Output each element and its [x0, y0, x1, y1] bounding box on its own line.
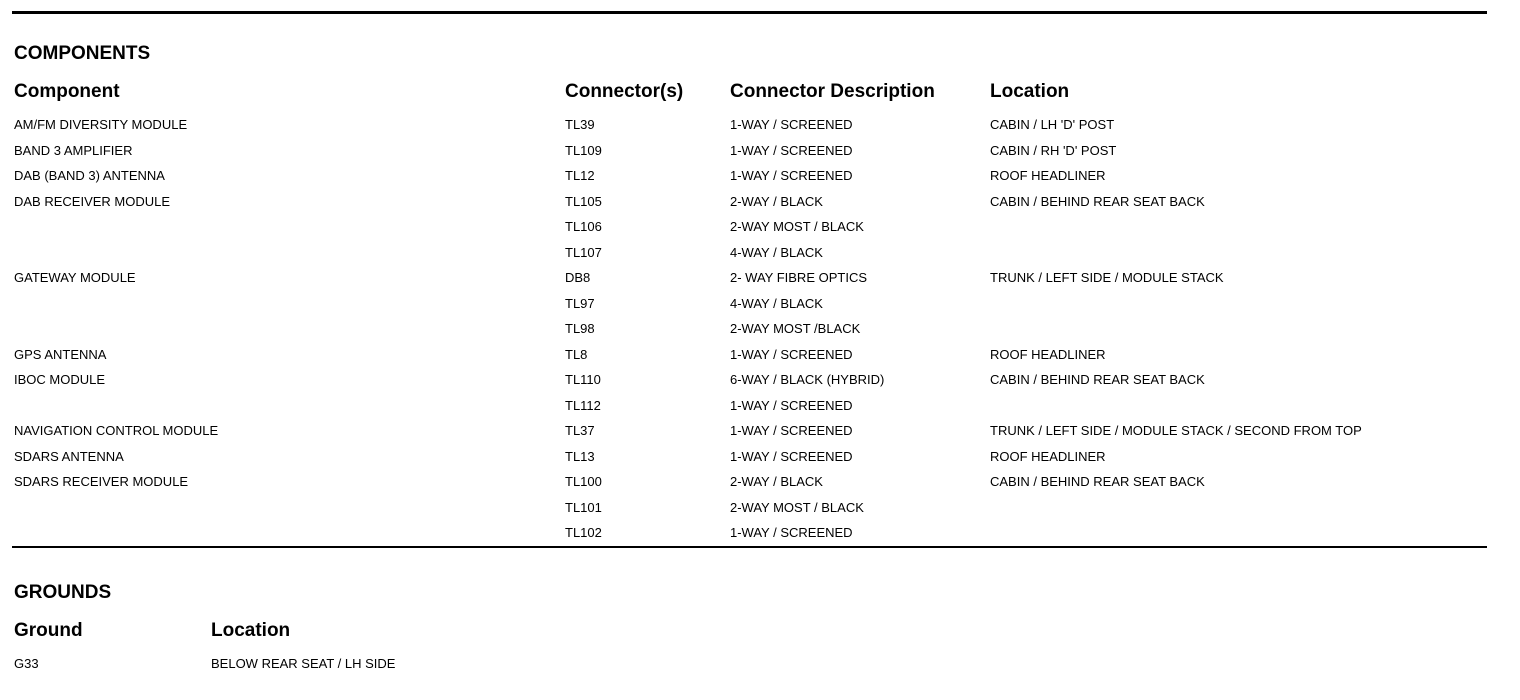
- connector-description: 2-WAY / BLACK: [730, 193, 823, 209]
- table-row: [0, 116, 1520, 142]
- header-location: Location: [990, 81, 1070, 102]
- connector-id: TL39: [565, 117, 595, 132]
- table-row: [0, 422, 1520, 448]
- connector-description: 2-WAY MOST / BLACK: [730, 499, 864, 515]
- table-row: [0, 371, 1520, 397]
- components-table-body: [0, 116, 1520, 550]
- connector-id: TL110: [565, 372, 601, 387]
- table-row: [0, 142, 1520, 168]
- ground-id: G33: [14, 656, 39, 671]
- component-location: ROOF HEADLINER: [990, 346, 1106, 362]
- table-row: [0, 218, 1520, 244]
- top-divider: [12, 11, 1487, 14]
- connector-description: 1-WAY / SCREENED: [730, 448, 853, 464]
- table-row: [0, 397, 1520, 423]
- connector-id: TL106: [565, 219, 602, 234]
- table-row: [0, 244, 1520, 270]
- connector-id: TL8: [565, 346, 588, 362]
- component-location: ROOF HEADLINER: [990, 448, 1106, 464]
- header-ground-location: Location: [211, 620, 291, 641]
- table-row: [0, 167, 1520, 193]
- header-connector-description: Connector Description: [730, 81, 935, 102]
- connector-description: 1-WAY / SCREENED: [730, 397, 853, 413]
- component-name: DAB (BAND 3) ANTENNA: [14, 168, 165, 183]
- component-location: CABIN / BEHIND REAR SEAT BACK: [990, 372, 1205, 387]
- connector-description: 1-WAY / SCREENED: [730, 117, 853, 132]
- connector-description: 1-WAY / SCREENED: [730, 168, 853, 183]
- components-table-header: [0, 81, 1520, 103]
- connector-id: TL13: [565, 448, 595, 464]
- component-name: GPS ANTENNA: [14, 346, 107, 362]
- table-row: [0, 295, 1520, 321]
- connector-description: 1-WAY / SCREENED: [730, 423, 853, 438]
- connector-description: 4-WAY / BLACK: [730, 295, 823, 311]
- connector-id: TL98: [565, 321, 595, 336]
- header-component: Component: [14, 81, 120, 102]
- grounds-table-body: [0, 655, 1520, 681]
- connector-description: 2-WAY MOST / BLACK: [730, 219, 864, 234]
- component-location: TRUNK / LEFT SIDE / MODULE STACK: [990, 270, 1224, 285]
- connector-id: TL37: [565, 423, 595, 438]
- table-row: [0, 269, 1520, 295]
- ground-location: BELOW REAR SEAT / LH SIDE: [211, 656, 396, 671]
- connector-description: 2- WAY FIBRE OPTICS: [730, 270, 868, 285]
- connector-description: 1-WAY / SCREENED: [730, 346, 853, 362]
- connector-id: TL101: [565, 499, 602, 515]
- table-row: [0, 193, 1520, 219]
- connector-id: TL102: [565, 525, 602, 540]
- connector-id: DB8: [565, 270, 591, 285]
- table-row: [0, 473, 1520, 499]
- connector-id: TL112: [565, 397, 601, 413]
- component-location: TRUNK / LEFT SIDE / MODULE STACK / SECOND FROM TOP: [990, 423, 1362, 438]
- component-name: DAB RECEIVER MODULE: [14, 193, 171, 209]
- connector-id: TL12: [565, 168, 595, 183]
- table-row: [0, 655, 1520, 681]
- grounds-section-title: GROUNDS: [14, 582, 112, 603]
- component-name: BAND 3 AMPLIFIER: [14, 142, 133, 158]
- connector-id: TL107: [565, 244, 602, 260]
- connector-id: TL109: [565, 142, 602, 158]
- table-row: [0, 346, 1520, 372]
- component-location: ROOF HEADLINER: [990, 168, 1106, 183]
- connector-id: TL100: [565, 474, 602, 489]
- section-divider: [12, 546, 1487, 548]
- component-name: SDARS ANTENNA: [14, 448, 124, 464]
- connector-description: 6-WAY / BLACK (HYBRID): [730, 372, 885, 387]
- connector-description: 1-WAY / SCREENED: [730, 142, 853, 158]
- table-row: [0, 320, 1520, 346]
- component-location: CABIN / LH 'D' POST: [990, 117, 1115, 132]
- connector-description: 2-WAY / BLACK: [730, 474, 823, 489]
- connector-id: TL97: [565, 295, 595, 311]
- header-ground: Ground: [14, 620, 83, 641]
- component-name: SDARS RECEIVER MODULE: [14, 474, 189, 489]
- component-location: CABIN / BEHIND REAR SEAT BACK: [990, 193, 1205, 209]
- header-connectors: Connector(s): [565, 81, 684, 102]
- grounds-table-header: [0, 620, 1520, 642]
- component-name: IBOC MODULE: [14, 372, 106, 387]
- component-location: CABIN / BEHIND REAR SEAT BACK: [990, 474, 1205, 489]
- components-section-title: COMPONENTS: [14, 43, 151, 64]
- table-row: [0, 499, 1520, 525]
- component-location: CABIN / RH 'D' POST: [990, 142, 1117, 158]
- component-name: GATEWAY MODULE: [14, 270, 136, 285]
- connector-description: 2-WAY MOST /BLACK: [730, 321, 861, 336]
- component-name: AM/FM DIVERSITY MODULE: [14, 117, 188, 132]
- connector-description: 1-WAY / SCREENED: [730, 525, 853, 540]
- connector-id: TL105: [565, 193, 602, 209]
- component-name: NAVIGATION CONTROL MODULE: [14, 423, 219, 438]
- connector-description: 4-WAY / BLACK: [730, 244, 823, 260]
- table-row: [0, 448, 1520, 474]
